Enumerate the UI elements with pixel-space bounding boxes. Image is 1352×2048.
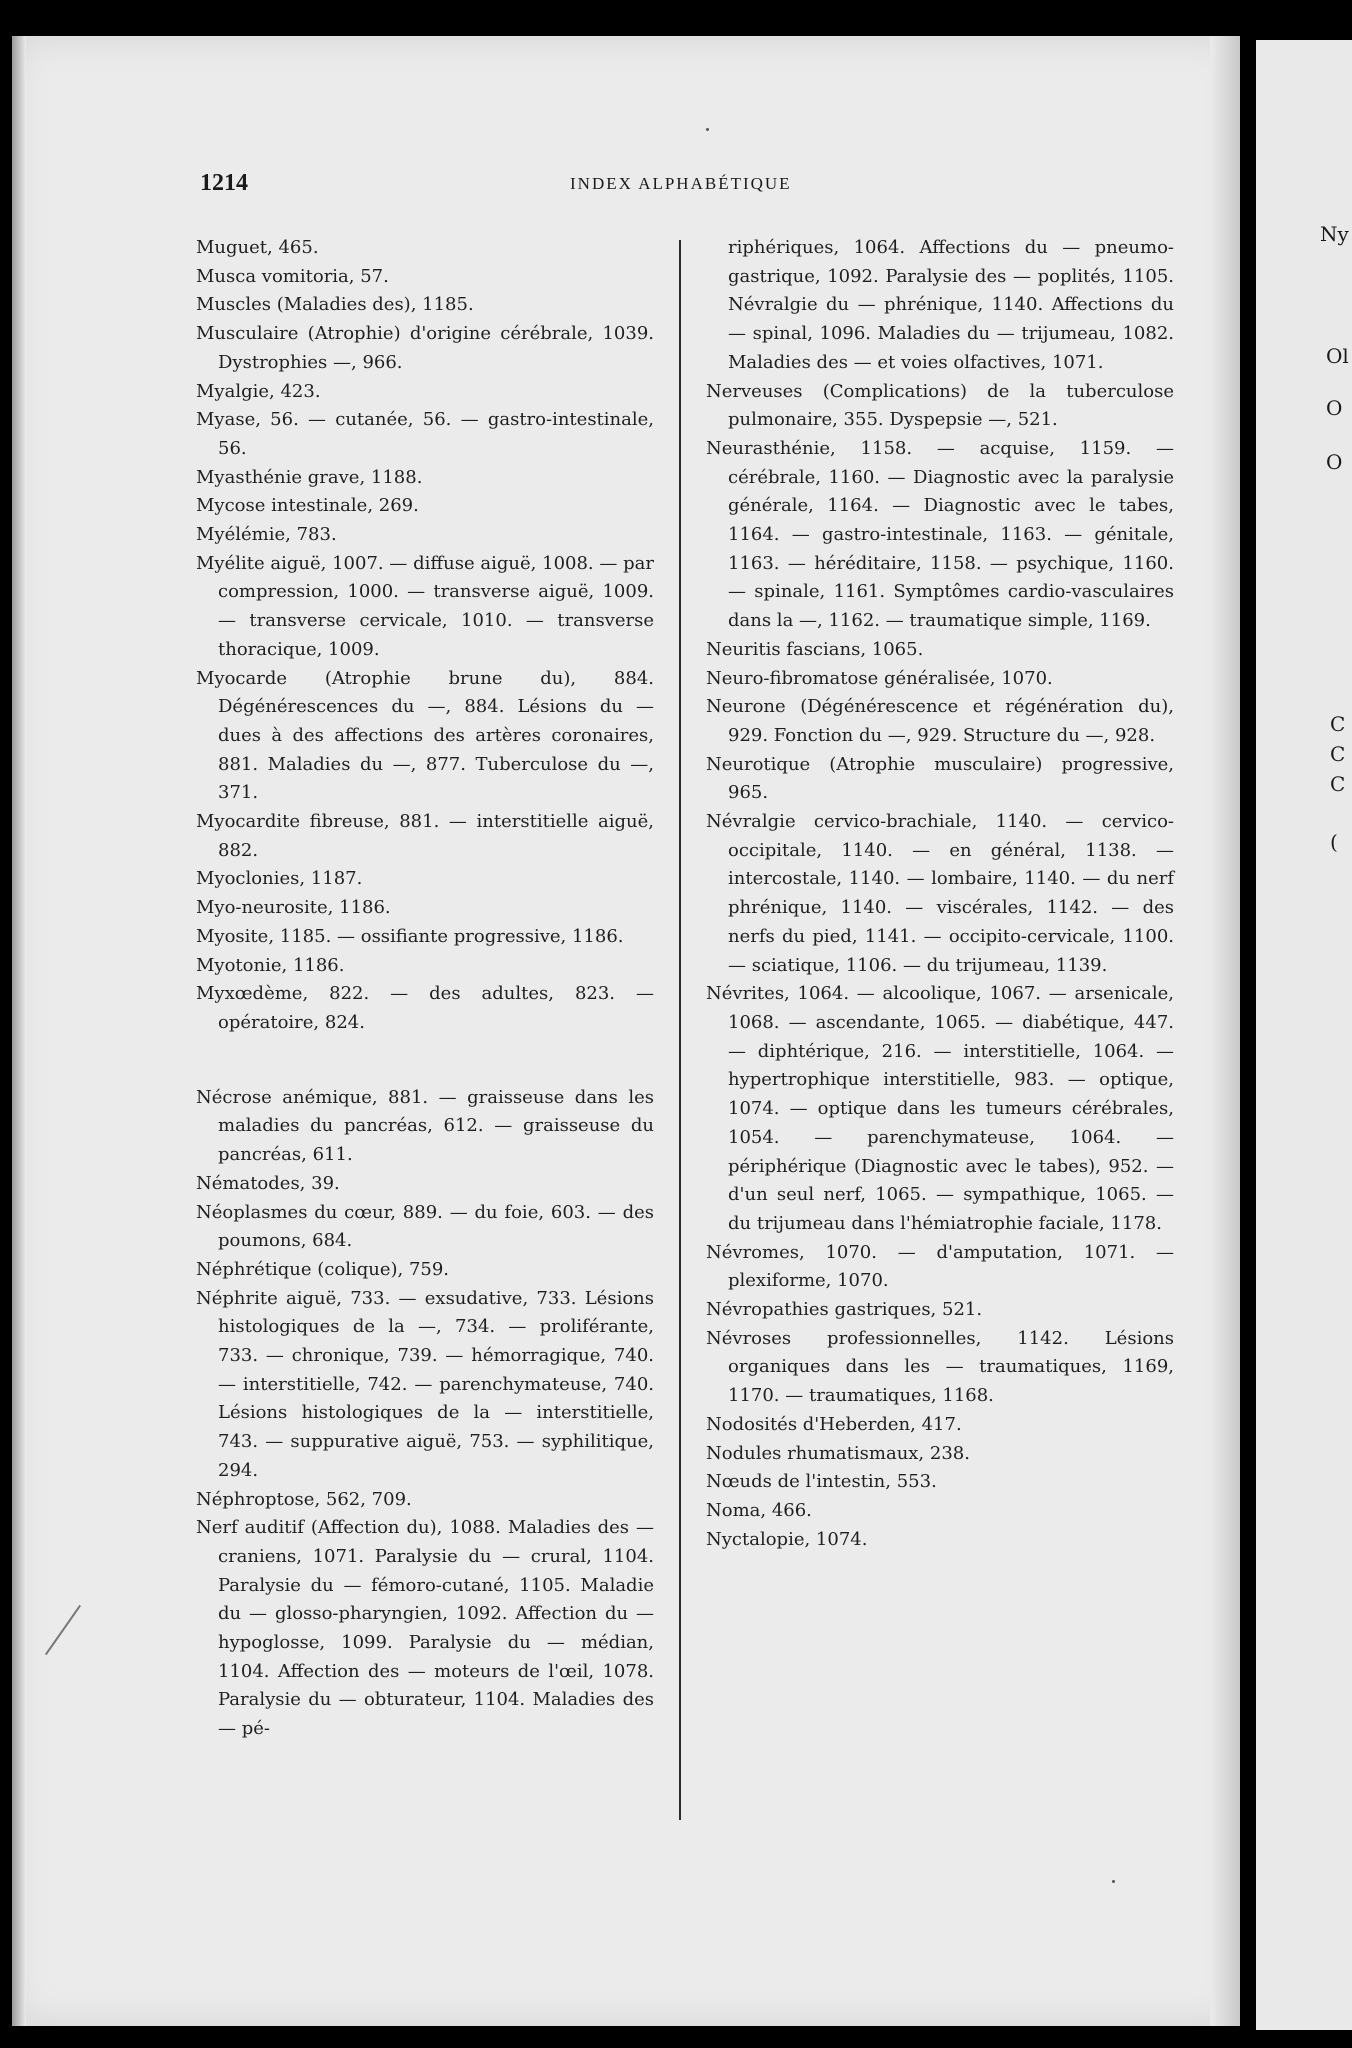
index-entry: Myélite aiguë, 1007. — diffuse aiguë, 1008. — par compression, 1000. — transverse aiguë, 1009. — transverse cervicale, 1010. — transverse thoracique, 1009.	[196, 552, 654, 660]
index-entry: Myocarde (Atrophie brune du), 884. Dégénérescences du —, 884. Lésions du — dues à des affections des artères coronaires, 881. Maladies du —, 877. Tuberculose du —, 371.	[196, 667, 654, 804]
index-entry: Néphrétique (colique), 759.	[196, 1258, 450, 1280]
index-entry: Nodosités d'Heberden, 417.	[706, 1413, 962, 1435]
index-entry: Muguet, 465.	[196, 237, 319, 258]
index-entry: Myo-neurosite, 1186.	[196, 897, 391, 919]
section-gap	[196, 1038, 654, 1084]
index-entry: Myalgie, 423.	[196, 380, 321, 402]
index-entry: Neurasthénie, 1158. — acquise, 1159. — cérébrale, 1160. — Diagnostic avec la paralysie générale, 1164. — Diagnostic avec le tabes, 1164. — gastro-intestinale, 1163. — génitale, 1163. — héréditaire, 1158. — psychique, 1160. — spinale, 1161. Symptômes cardio-vasculaires dans la —, 1162. — traumatique simple, 1169.	[706, 437, 1174, 632]
facing-page-edge	[1256, 40, 1352, 2030]
index-entry: Myasthénie grave, 1188.	[196, 466, 423, 488]
index-entry: Musculaire (Atrophie) d'origine cérébrale, 1039. Dystrophies —, 966.	[196, 323, 654, 373]
column-divider	[679, 240, 681, 1820]
index-column-left	[196, 234, 654, 1744]
page-number: 1214	[200, 170, 248, 196]
index-entry: Myase, 56. — cutanée, 56. — gastro-intestinale, 56.	[196, 409, 654, 459]
index-entry: Myoclonies, 1187.	[196, 868, 363, 890]
index-entry: Néphroptose, 562, 709.	[196, 1488, 412, 1510]
index-entry: Mycose intestinale, 269.	[196, 495, 419, 517]
gutter-shadow	[1210, 36, 1240, 2026]
scan-speck	[706, 128, 709, 131]
index-entry: Myosite, 1185. — ossifiante progressive, 1186.	[196, 925, 624, 947]
facing-page-fragment: O	[1326, 396, 1343, 420]
index-entry: Neuritis fascians, 1065.	[706, 638, 924, 660]
index-entry: Nodules rhumatismaux, 238.	[706, 1442, 970, 1464]
index-entry: Néoplasmes du cœur, 889. — du foie, 603. — des poumons, 684.	[196, 1201, 654, 1252]
index-entry: Nœuds de l'intestin, 553.	[706, 1471, 937, 1493]
index-entry: Névroses professionnelles, 1142. Lésions organiques dans les — traumatiques, 1169, 1170. — traumatiques, 1168.	[706, 1327, 1174, 1407]
page-header	[200, 170, 1100, 200]
index-entry: Nématodes, 39.	[196, 1172, 340, 1194]
index-entry: Muscles (Maladies des), 1185.	[196, 294, 474, 316]
index-entry: Neurotique (Atrophie musculaire) progressive, 965.	[706, 753, 1174, 804]
index-entry: Néphrite aiguë, 733. — exsudative, 733. Lésions histologiques de la —, 734. — proliférante, 733. — chronique, 739. — hémorragique, 740. — interstitielle, 742. — parenchymateuse, 740. Lésions histologiques de la — interstitielle, 743. — suppurative aiguë, 753. — syphilitique, 294.	[196, 1287, 654, 1481]
index-entry: Nécrose anémique, 881. — graisseuse dans les maladies du pancréas, 612. — graisseuse du pancréas, 611.	[196, 1086, 654, 1166]
index-column-right	[706, 234, 1174, 1554]
facing-page-fragment: C	[1330, 712, 1346, 736]
facing-page-fragment: C	[1330, 772, 1346, 796]
index-entry: Névromes, 1070. — d'amputation, 1071. — plexiforme, 1070.	[706, 1241, 1174, 1292]
facing-page-fragment: Ol	[1326, 344, 1349, 368]
facing-page-fragment: (	[1330, 830, 1338, 854]
index-entry: Neurone (Dégénérescence et régénération du), 929. Fonction du —, 929. Structure du —, 928.	[706, 696, 1174, 746]
index-entry: Neuro-fibromatose généralisée, 1070.	[706, 667, 1053, 689]
scan-speck	[1112, 1880, 1115, 1883]
index-entry: Myxœdème, 822. — des adultes, 823. — opératoire, 824.	[196, 983, 654, 1033]
index-entry: Nyctalopie, 1074.	[706, 1528, 868, 1550]
index-entry: Myotonie, 1186.	[196, 954, 345, 976]
index-entry: Névralgie cervico-brachiale, 1140. — cervico-occipitale, 1140. — en général, 1138. — intercostale, 1140. — lombaire, 1140. — du nerf phrénique, 1140. — viscérales, 1142. — des nerfs du pied, 1141. — occipito-cervicale, 1100. — sciatique, 1106. — du trijumeau, 1139.	[706, 811, 1174, 976]
index-entry: Nerf auditif (Affection du), 1088. Maladies des — craniens, 1071. Paralysie du — crural, 1104. Paralysie du — fémoro-cutané, 1105. Maladie du — glosso-pharyngien, 1092. Affection du — hypoglosse, 1099. Paralysie du — médian, 1104. Affection des — moteurs de l'œil, 1078. Paralysie du — obturateur, 1104. Maladies des — pé-	[196, 1517, 654, 1740]
index-entry: Myocardite fibreuse, 881. — interstitielle aiguë, 882.	[196, 811, 654, 861]
facing-page-fragment: O	[1326, 450, 1343, 474]
index-entry: Nerveuses (Complications) de la tuberculose pulmonaire, 355. Dyspepsie —, 521.	[706, 380, 1174, 431]
index-entry: Myélémie, 783.	[196, 524, 337, 546]
index-entry: Noma, 466.	[706, 1499, 812, 1521]
index-entry: Névrites, 1064. — alcoolique, 1067. — arsenicale, 1068. — ascendante, 1065. — diabétique, 447. — diphtérique, 216. — interstitielle, 1064. — hypertrophique interstitielle, 983. — optique, 1074. — optique dans les tumeurs cérébrales, 1054. — parenchymateuse, 1064. — périphérique (Diagnostic avec le tabes), 952. — d'un seul nerf, 1065. — sympathique, 1065. — du trijumeau dans l'hémiatrophie faciale, 1178.	[706, 983, 1174, 1234]
index-entry: Névropathies gastriques, 521.	[706, 1299, 983, 1321]
page-edge-shadow	[12, 36, 26, 2026]
index-entry-continuation: riphériques, 1064. Affections du — pneumo-gastrique, 1092. Paralysie des — poplités, 1105. Névralgie du — phrénique, 1140. Affections du — spinal, 1096. Maladies du — trijumeau, 1082. Maladies des — et voies olfactives, 1071.	[728, 237, 1174, 373]
running-title: INDEX ALPHABÉTIQUE	[570, 174, 792, 193]
index-entry: Musca vomitoria, 57.	[196, 265, 389, 287]
facing-page-fragment: Ny	[1320, 222, 1349, 246]
facing-page-fragment: C	[1330, 742, 1346, 766]
